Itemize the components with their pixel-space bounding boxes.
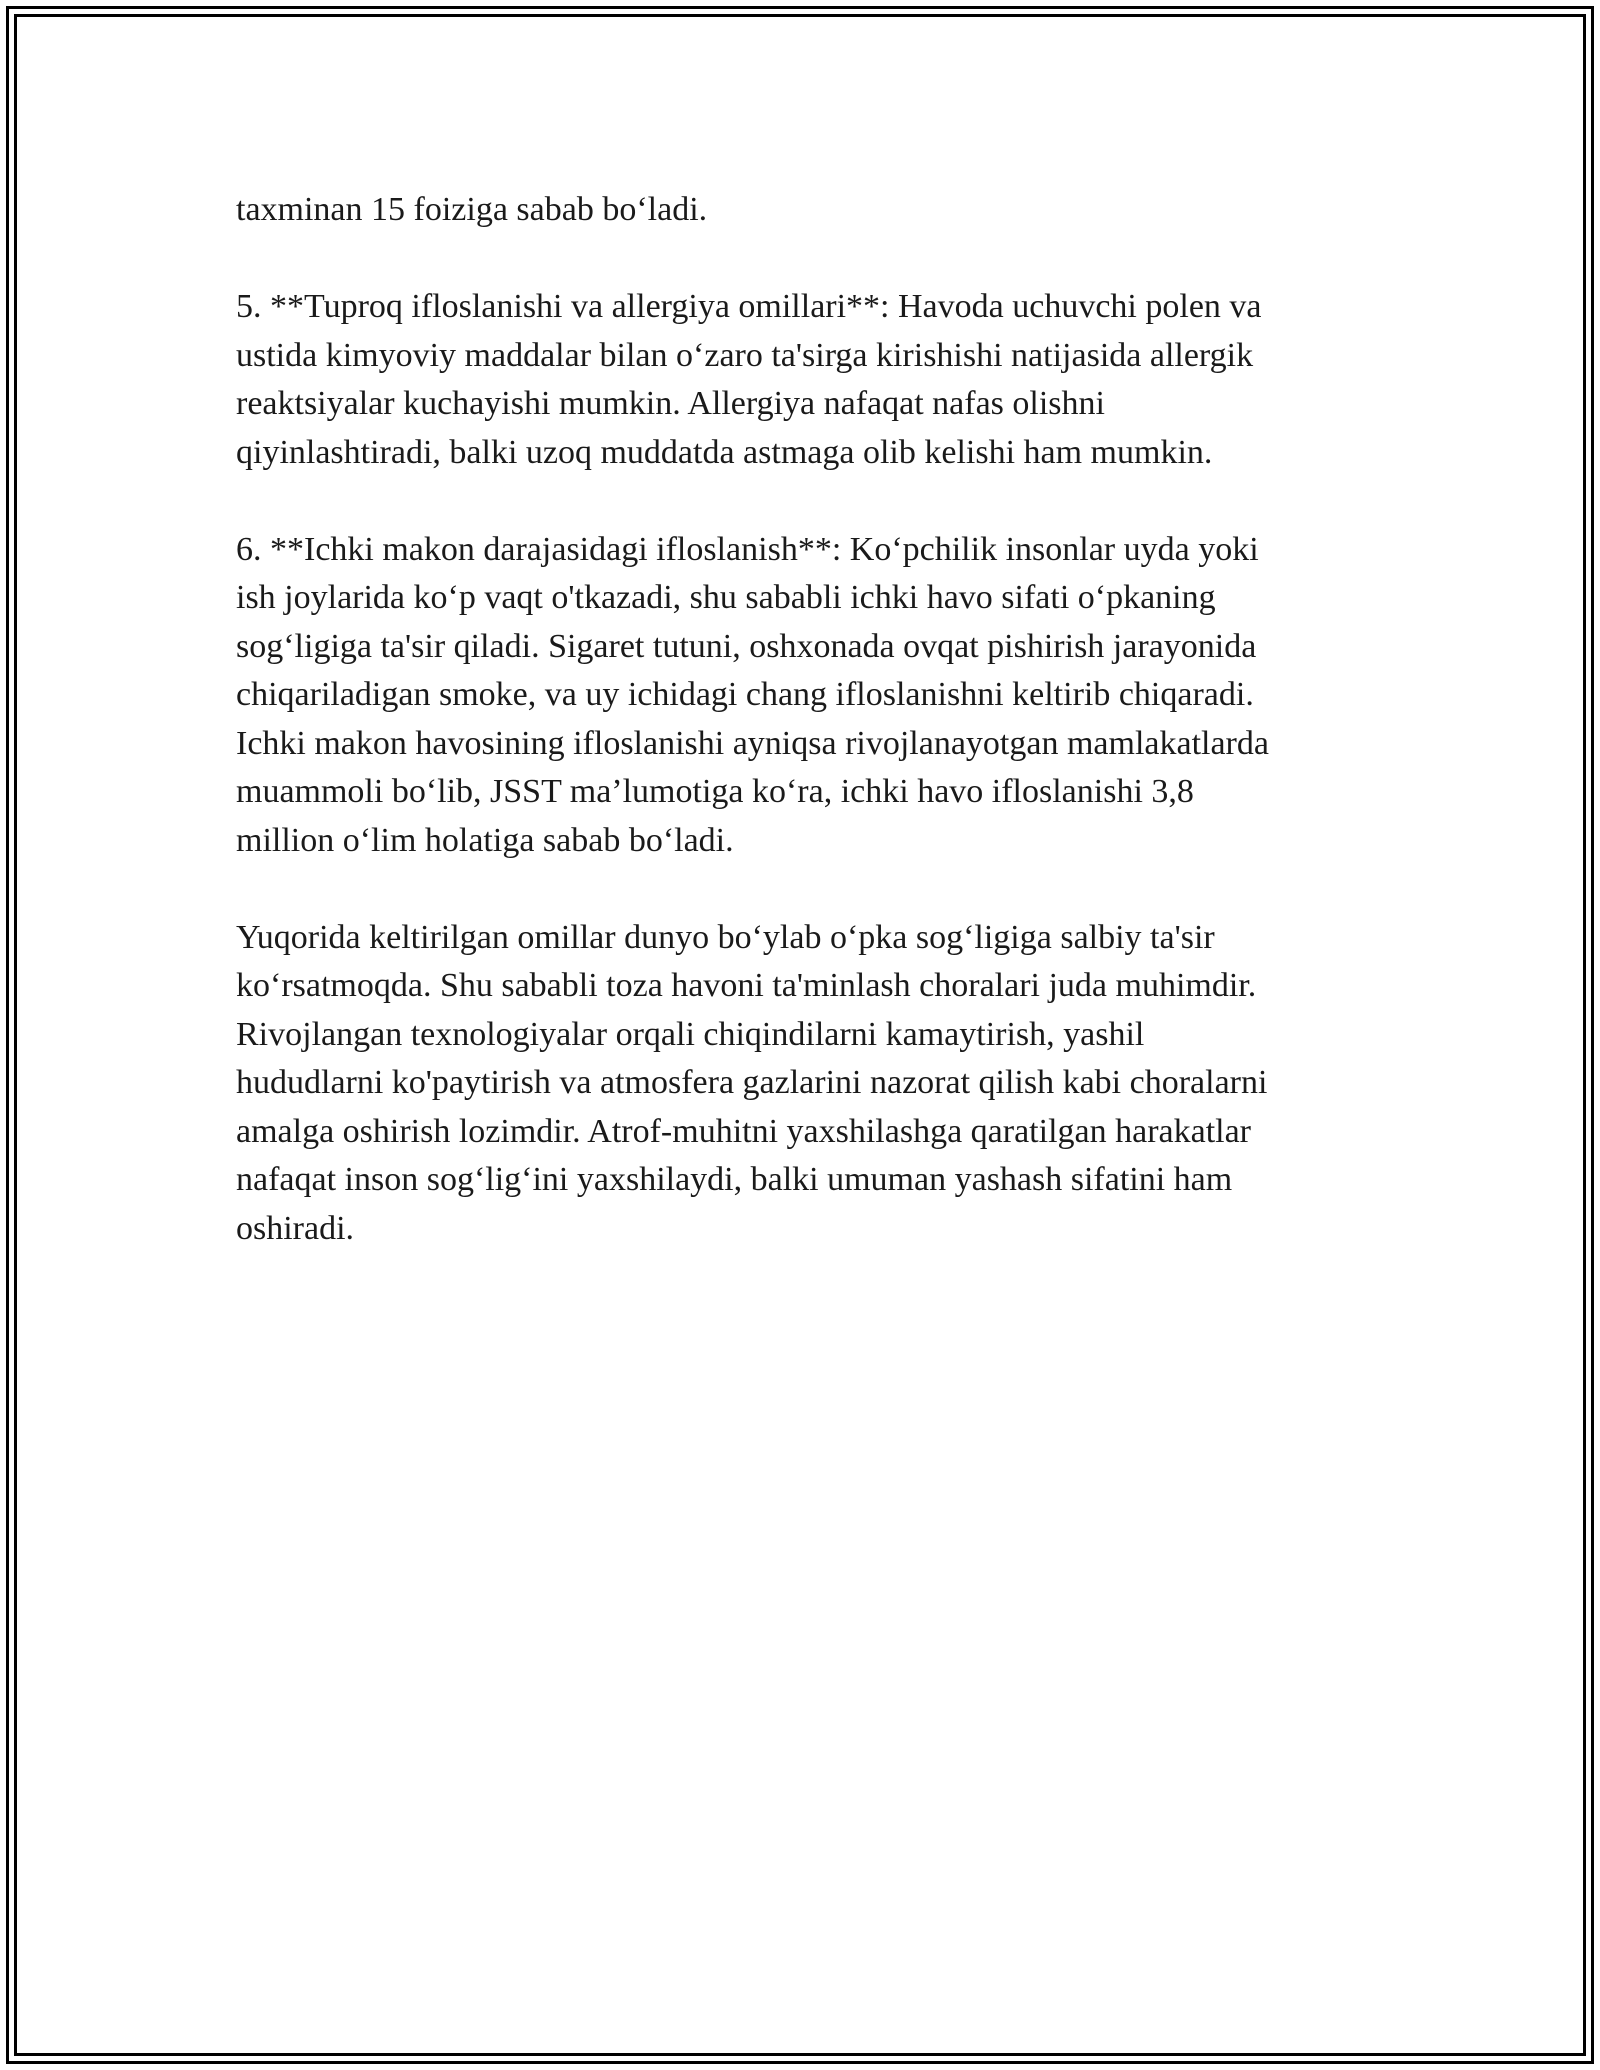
text-line: million o‘lim holatiga sabab bo‘ladi. — [236, 821, 734, 859]
text-line: 6. **Ichki makon darajasidagi ifloslanish**: Ko‘pchilik insonlar uyda yoki — [236, 530, 1259, 568]
paragraph-gap — [236, 477, 1366, 526]
text-line: chiqariladigan smoke, va uy ichidagi chang ifloslanishni keltirib chiqaradi. — [236, 676, 1254, 713]
text-line: ustida kimyoviy maddalar bilan o‘zaro ta'sirga kirishishi natijasida allergik — [236, 336, 1254, 374]
text-line: sog‘ligiga ta'sir qiladi. Sigaret tutuni, oshxonada ovqat pishirish jarayonida — [236, 627, 1257, 665]
text-line: Yuqorida keltirilgan omillar dunyo bo‘ylab o‘pka sog‘ligiga salbiy ta'sir — [236, 918, 1215, 956]
text-line: Ichki makon havosining ifloslanishi ayniqsa rivojlanayotgan mamlakatlarda — [236, 724, 1269, 762]
document-body — [236, 186, 1366, 1253]
text-line: hududlarni ko'paytirish va atmosfera gazlarini nazorat qilish kabi choralarni — [236, 1064, 1268, 1101]
text-line: amalga oshirish lozimdir. Atrof-muhitni yaxshilashga qaratilgan harakatlar — [236, 1112, 1252, 1150]
text-line: ish joylarida ko‘p vaqt o'tkazadi, shu sababli ichki havo sifati o‘pkaning — [236, 579, 1216, 616]
text-line: ko‘rsatmoqda. Shu sababli toza havoni ta'minlash choralari juda muhimdir. — [236, 967, 1257, 1004]
paragraph-gap — [236, 865, 1366, 914]
text-line: 5. **Tuproq ifloslanishi va allergiya omillari**: Havoda uchuvchi polen va — [236, 288, 1262, 325]
paragraph — [236, 526, 1366, 866]
text-line: muammoli bo‘lib, JSST ma’lumotiga ko‘ra, ichki havo ifloslanishi 3,8 — [236, 773, 1194, 810]
paragraph — [236, 283, 1366, 477]
text-line: nafaqat inson sog‘lig‘ini yaxshilaydi, balki umuman yashash sifatini ham — [236, 1161, 1233, 1198]
text-line: taxminan 15 foiziga sabab bo‘ladi. — [236, 191, 708, 228]
paragraph-gap — [236, 235, 1366, 284]
text-line: qiyinlashtiradi, balki uzoq muddatda astmaga olib kelishi ham mumkin. — [236, 433, 1213, 471]
text-line: reaktsiyalar kuchayishi mumkin. Allergiya nafaqat nafas olishni — [236, 385, 1105, 422]
text-line: oshiradi. — [236, 1209, 355, 1247]
paragraph — [236, 186, 1366, 235]
text-line: Rivojlangan texnologiyalar orqali chiqindilarni kamaytirish, yashil — [236, 1015, 1145, 1053]
paragraph — [236, 914, 1366, 1254]
